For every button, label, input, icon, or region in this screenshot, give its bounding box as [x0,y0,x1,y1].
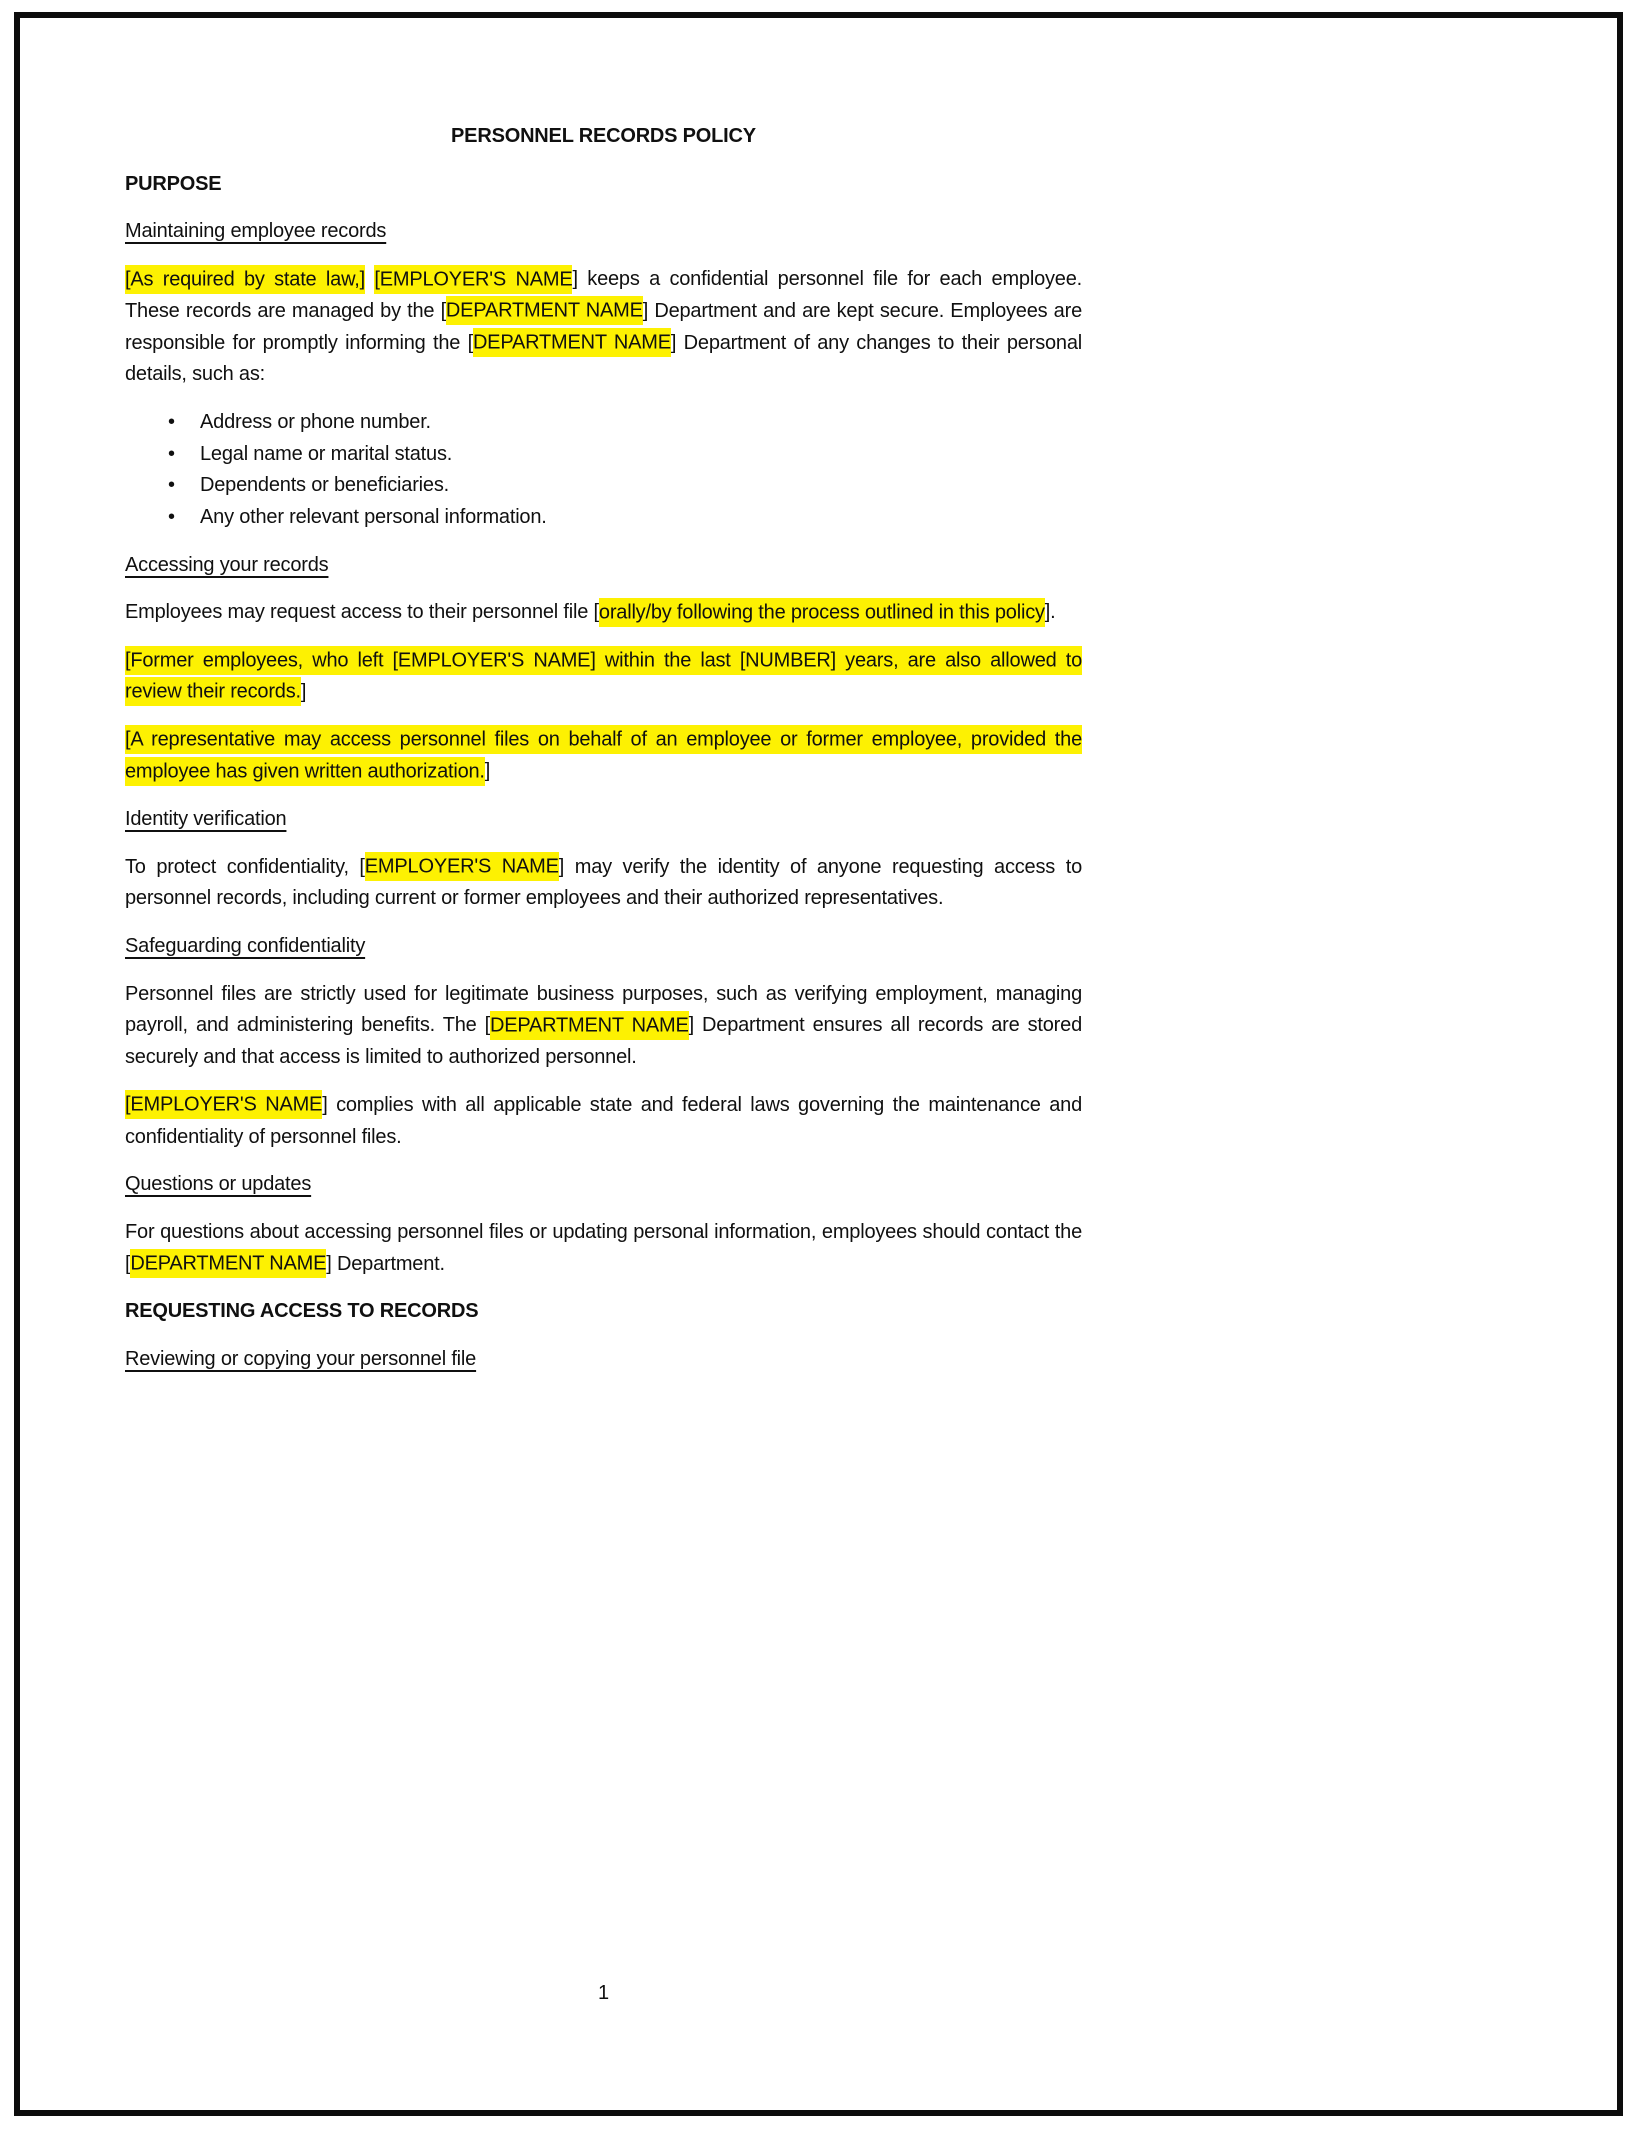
text-run: ] may verify the identity of anyone requesting access to personnel records, including current or former employees and their authorized representatives. [125,855,1082,910]
bullet-list [125,407,1082,534]
subsection-heading: Reviewing or copying your personnel file [125,1348,477,1371]
subsection-heading: Accessing your records [125,553,329,576]
highlighted-text: [Former employees, who left [EMPLOYER'S NAME] within the last [NUMBER] years, are also allowed to review their records. [125,646,1082,707]
highlighted-text: [EMPLOYER'S NAME [125,1090,322,1119]
list-item: • Any other relevant personal information. [125,502,1082,534]
highlighted-text: [A representative may access personnel files on behalf of an employee or former employee, provided the employee has given written authorization. [125,725,1082,786]
text-run: ] [484,760,491,783]
highlighted-text: EMPLOYER'S NAME [365,852,559,881]
text-run [365,268,374,290]
section-heading: REQUESTING ACCESS TO RECORDS [125,1300,479,1323]
text-run: ] Department of any changes to their personal details, such as: [125,331,1083,386]
highlighted-text: [As required by state law,] [125,265,365,294]
paragraph [125,597,1082,629]
paragraph [125,852,1082,915]
paragraph [125,979,1082,1074]
highlighted-text: DEPARTMENT NAME [446,296,643,325]
subsection-heading: Safeguarding confidentiality [125,935,366,958]
text-run: ]. [1044,601,1056,624]
text-run: Personnel files are strictly used for legitimate business purposes, such as verifying employment, managing payroll, and administering benefits. The [ [125,982,1082,1037]
list-item: • Dependents or beneficiaries. [125,470,1082,502]
subsection-heading: Identity verification [125,807,287,830]
text-run: ] [300,680,307,703]
paragraph [125,264,1082,391]
document-blocks [125,169,1082,1376]
highlighted-text: orally/by following the process outlined in this policy [599,598,1045,627]
paragraph [125,1217,1082,1280]
section-heading: PURPOSE [125,172,222,195]
highlighted-text: DEPARTMENT NAME [473,328,671,357]
text-run: Employees may request access to their personnel file [ [125,601,599,624]
page-number: 1 [597,1982,610,2004]
list-item: • Address or phone number. [125,407,1082,439]
text-run: ] complies with all applicable state and federal laws governing the maintenance and confidentiality of personnel files. [125,1093,1083,1148]
document-content [125,121,1082,1392]
highlighted-text: DEPARTMENT NAME [490,1011,689,1040]
highlighted-text: [EMPLOYER'S NAME [374,265,572,294]
subsection-heading: Questions or updates [125,1173,312,1196]
text-run: ] Department. [326,1252,445,1275]
paragraph [125,725,1082,788]
list-item: • Legal name or marital status. [125,439,1082,471]
text-run: ] Department ensures all records are stored securely and that access is limited to authorized personnel. [125,1014,1082,1069]
highlighted-text: DEPARTMENT NAME [130,1249,326,1278]
text-run: ] keeps a confidential personnel file for each employee. These records are managed by the [ [125,268,1083,322]
document-title: PERSONNEL RECORDS POLICY [451,125,756,147]
text-run: For questions about accessing personnel files or updating personal information, employees should contact the [ [125,1220,1082,1275]
paragraph [125,645,1082,708]
text-run: ] Department and are kept secure. Employees are responsible for promptly informing the [ [125,299,1082,354]
paragraph [125,1090,1082,1153]
subsection-heading: Maintaining employee records [125,220,387,243]
text-run: To protect confidentiality, [ [125,855,365,878]
